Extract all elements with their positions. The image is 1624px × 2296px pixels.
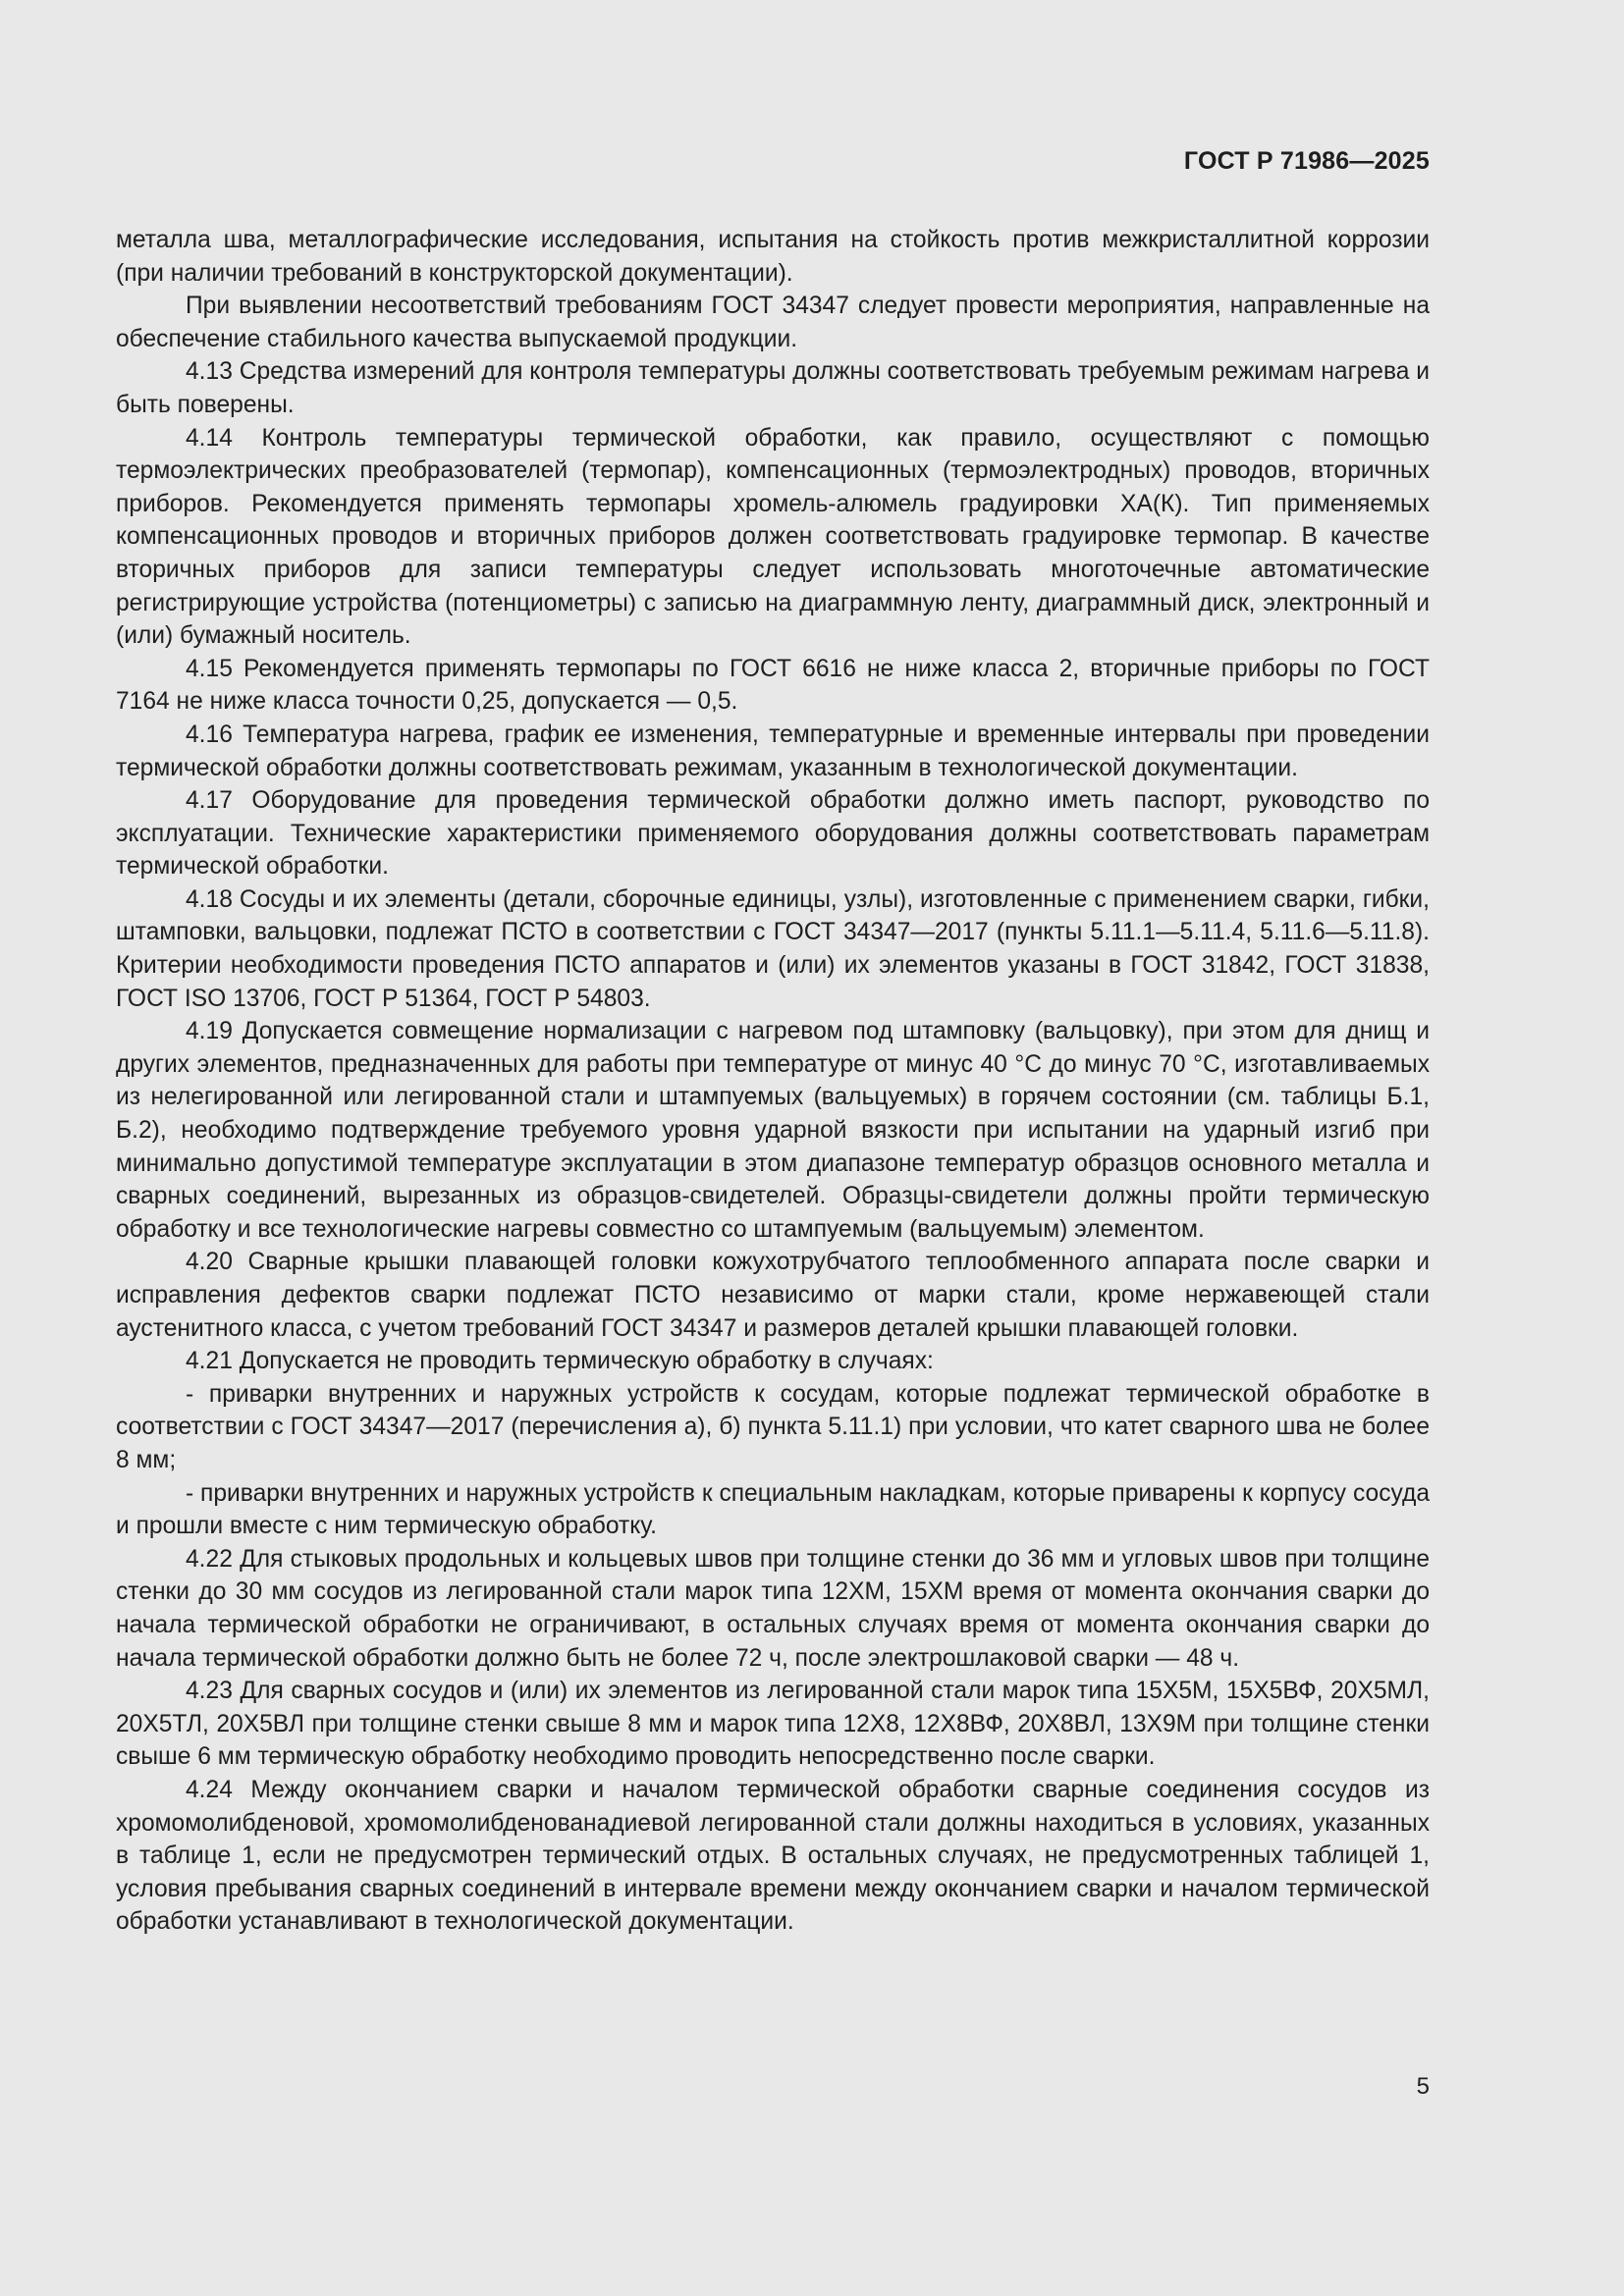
paragraph-4-24: 4.24 Между окончанием сварки и началом термической обработки сварные соединения сосудов из хромомолибденовой, хромомолибденованадиевой легированной стали должны находиться в условиях, указанных в таблице 1, если не предусмотрен термический отдых. В остальных случаях, не предусмотренных таблицей 1, условия пребывания сварных соединений в интервале времени между окончанием сварки и началом термической обработки устанавливают в технологической документации. <box>116 1776 1430 1936</box>
paragraph-4-19: 4.19 Допускается совмещение нормализации с нагревом под штамповку (вальцовку), при этом для днищ и других элементов, предназначенных для работы при температуре от минус 40 °С до минус 70 °С, изготавливаемых из нелегированной или легированной стали и штампуемых (вальцуемых) в горячем состоянии (см. таблицы Б.1, Б.2), необходимо подтверждение требуемого уровня ударной вязкости при испытании на ударный изгиб при минимально допустимой температуре эксплуатации в этом диапазоне температур образцов основного металла и сварных соединений, вырезанных из образцов-свидетелей. Образцы-свидетели должны пройти термическую обработку и все технологические нагревы совместно со штампуемым (вальцуемым) элементом. <box>116 1018 1430 1243</box>
paragraph-4-14: 4.14 Контроль температуры термической обработки, как правило, осуществляют с помощью термоэлектрических преобразователей (термопар), компенсационных (термоэлектродных) проводов, вторичных приборов. Рекомендуется применять термопары хромель-алюмель градуировки ХА(К). Тип применяемых компенсационных проводов и вторичных приборов должен соответствовать градуировке термопар. В качестве вторичных приборов для записи температуры следует использовать многоточечные автоматические регистрирующие устройства (потенциометры) с записью на диаграммную ленту, диаграммный диск, электронный и (или) бумажный носитель. <box>116 424 1430 650</box>
list-item-4-21-a: - приварки внутренних и наружных устройств к сосудам, которые подлежат термической обработке в соответствии с ГОСТ 34347—2017 (перечисления а), б) пункта 5.11.1) при условии, что катет сварного шва не более 8 мм; <box>116 1380 1430 1473</box>
paragraph-4-22: 4.22 Для стыковых продольных и кольцевых швов при толщине стенки до 36 мм и угловых швов при толщине стенки до 30 мм сосудов из легированной стали марок типа 12ХМ, 15ХМ время от момента окончания сварки до начала термической обработки не ограничивают, в остальных случаях время от момента окончания сварки до начала термической обработки должно быть не более 72 ч, после электрошлаковой сварки — 48 ч. <box>116 1545 1430 1672</box>
paragraph-continuation: металла шва, металлографические исследования, испытания на стойкость против межкристаллитной коррозии (при наличии требований в конструкторской документации). <box>116 227 1430 287</box>
paragraph-4-15: 4.15 Рекомендуется применять термопары по ГОСТ 6616 не ниже класса 2, вторичные приборы по ГОСТ 7164 не ниже класса точности 0,25, допускается — 0,5. <box>116 655 1430 716</box>
paragraph-nonconformity: При выявлении несоответствий требованиям ГОСТ 34347 следует провести мероприятия, направленные на обеспечение стабильного качества выпускаемой продукции. <box>116 293 1430 352</box>
paragraph-4-21: 4.21 Допускается не проводить термическую обработку в случаях: <box>186 1348 934 1375</box>
page-number: 5 <box>1416 2073 1430 2100</box>
list-item-4-21-b: - приварки внутренних и наружных устройств к специальным накладкам, которые приварены к корпусу сосуда и прошли вместе с ним термическую обработку. <box>116 1479 1430 1540</box>
paragraph-4-20: 4.20 Сварные крышки плавающей головки кожухотрубчатого теплообменного аппарата после сварки и исправления дефектов сварки подлежат ПСТО независимо от марки стали, кроме нержавеющей стали аустенитного класса, с учетом требований ГОСТ 34347 и размеров деталей крышки плавающей головки. <box>116 1249 1430 1342</box>
paragraph-4-18: 4.18 Сосуды и их элементы (детали, сборочные единицы, узлы), изготовленные с применением сварки, гибки, штамповки, вальцовки, подлежат ПСТО в соответствии с ГОСТ 34347—2017 (пункты 5.11.1—5.11.4, 5.11.6—5.11.8). Критерии необходимости проведения ПСТО аппаратов и (или) их элементов указаны в ГОСТ 31842, ГОСТ 31838, ГОСТ ISO 13706, ГОСТ Р 51364, ГОСТ Р 54803. <box>116 885 1430 1012</box>
document-body <box>116 224 1430 1939</box>
paragraph-4-13: 4.13 Средства измерений для контроля температуры должны соответствовать требуемым режимам нагрева и быть поверены. <box>116 358 1430 418</box>
paragraph-4-23: 4.23 Для сварных сосудов и (или) их элементов из легированной стали марок типа 15Х5М, 15Х5ВФ, 20Х5МЛ, 20Х5ТЛ, 20Х5ВЛ при толщине стенки свыше 8 мм и марок типа 12Х8, 12Х8ВФ, 20Х8ВЛ, 13Х9М при толщине стенки свыше 6 мм термическую обработку необходимо проводить непосредственно после сварки. <box>116 1678 1430 1771</box>
document-header: ГОСТ Р 71986—2025 <box>1183 147 1430 175</box>
paragraph-4-16: 4.16 Температура нагрева, график ее изменения, температурные и временные интервалы при проведении термической обработки должны соответствовать режимам, указанным в технологической документации. <box>116 721 1430 781</box>
paragraph-4-17: 4.17 Оборудование для проведения термической обработки должно иметь паспорт, руководство по эксплуатации. Технические характеристики применяемого оборудования должны соответствовать параметрам термической обработки. <box>116 787 1430 881</box>
